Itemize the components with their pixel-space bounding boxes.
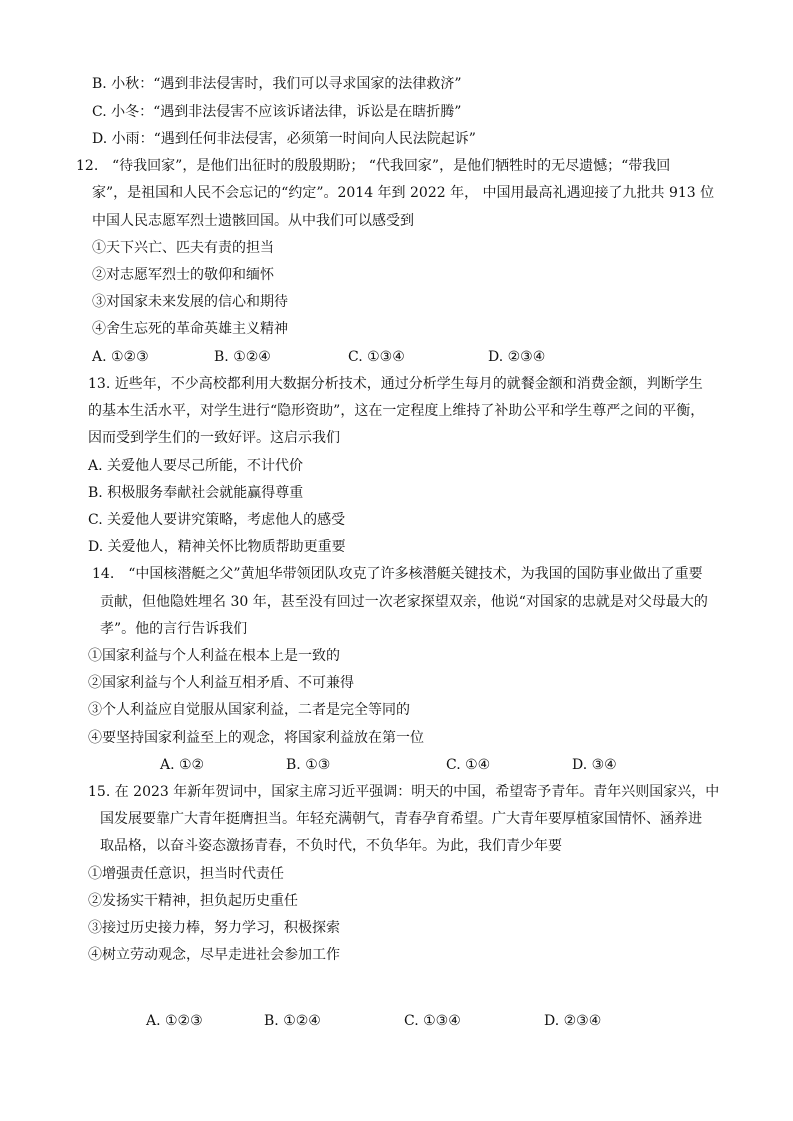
- q15-statement-3: ③接过历史接力棒，努力学习，积极探索: [88, 920, 340, 936]
- q13-stem-line-1: 13. 近些年，不少高校都利用大数据分析技术，通过分析学生每月的就餐金额和消费金额，判断学生: [88, 376, 703, 392]
- q15-choice-d: D. ②③④: [544, 1013, 602, 1029]
- q13-stem-line-2: 的基本生活水平，对学生进行“隐形资助”，这在一定程度上维持了补助公平和学生尊严之间的平衡，: [88, 403, 705, 419]
- q13-stem-line-3: 因而受到学生们的一致好评。这启示我们: [88, 430, 340, 446]
- q14-statement-3: ③个人利益应自觉服从国家利益，二者是完全等同的: [88, 702, 410, 718]
- q12-number: 12.: [76, 158, 99, 174]
- q14-choice-b: B. ①③: [286, 757, 331, 773]
- q15-statement-4: ④树立劳动观念，尽早走进社会参加工作: [88, 947, 340, 963]
- q14-choice-d: D. ③④: [572, 757, 617, 773]
- q11-option-c: C. 小冬：“遇到非法侵害不应该诉诸法律，诉讼是在瞎折腾”: [92, 104, 462, 120]
- q15-stem-line-1: 15. 在 2023 年新年贺词中，国家主席习近平强调：明天的中国，希望寄予青年。青年兴则国家兴，中: [88, 784, 720, 800]
- q14-statement-1: ①国家利益与个人利益在根本上是一致的: [88, 648, 340, 664]
- q15-choice-a: A. ①②③: [146, 1013, 203, 1029]
- q13-option-c: C. 关爱他人要讲究策略，考虑他人的感受: [88, 512, 346, 528]
- q12-stem-line-2: 家”，是祖国和人民不会忘记的“约定”。2014 年到 2022 年， 中国用最高礼遇迎接了九批共 913 位: [92, 185, 715, 201]
- q14-statement-2: ②国家利益与个人利益互相矛盾、不可兼得: [88, 675, 354, 691]
- q14-stem-line-1: 14. “中国核潜艇之父”黄旭华带领团队攻克了许多核潜艇关键技术，为我国的国防事业做出了重要: [92, 566, 703, 582]
- q12-statement-1: ①天下兴亡、匹夫有责的担当: [92, 240, 274, 256]
- q14-choice-c: C. ①④: [446, 757, 491, 773]
- q15-statement-1: ①增强责任意识，担当时代责任: [88, 866, 284, 882]
- q12-statement-2: ②对志愿军烈士的敬仰和缅怀: [92, 267, 274, 283]
- q12-statement-3: ③对国家未来发展的信心和期待: [92, 294, 288, 310]
- q12-stem-line-1: “待我回家”，是他们出征时的殷殷期盼； “代我回家”，是他们牺牲时的无尽遗憾；“带我回: [112, 158, 671, 174]
- q14-stem-line-2: 贡献，但他隐姓埋名 30 年，甚至没有回过一次老家探望双亲，他说“对国家的忠就是对父母最大的: [100, 594, 708, 610]
- q13-option-b: B. 积极服务奉献社会就能赢得尊重: [88, 485, 304, 501]
- q15-choice-c: C. ①③④: [404, 1013, 461, 1029]
- q12-stem-line-3: 中国人民志愿军烈士遗骸回国。从中我们可以感受到: [92, 213, 414, 229]
- q15-statement-2: ②发扬实干精神，担负起历史重任: [88, 893, 298, 909]
- q12-statement-4: ④舍生忘死的革命英雄主义精神: [92, 321, 288, 337]
- q14-choice-a: A. ①②: [160, 757, 205, 773]
- q12-choice-d: D. ②③④: [488, 349, 546, 365]
- q12-choice-c: C. ①③④: [348, 349, 405, 365]
- q11-option-d: D. 小雨：“遇到任何非法侵害，必须第一时间向人民法院起诉”: [92, 131, 476, 147]
- q15-stem-line-3: 取品格，以奋斗姿态激扬青春，不负时代，不负华年。为此，我们青少年要: [100, 838, 562, 854]
- q14-statement-4: ④要坚持国家利益至上的观念，将国家利益放在第一位: [88, 730, 424, 746]
- q14-stem-line-3: 孝”。他的言行告诉我们: [100, 621, 248, 637]
- q11-option-b: B. 小秋：“遇到非法侵害时，我们可以寻求国家的法律救济”: [92, 76, 462, 92]
- q13-option-d: D. 关爱他人，精神关怀比物质帮助更重要: [88, 539, 346, 555]
- q12-choice-b: B. ①②④: [214, 349, 271, 365]
- q13-option-a: A. 关爱他人要尽己所能，不计代价: [88, 458, 304, 474]
- q15-choice-b: B. ①②④: [264, 1013, 321, 1029]
- q15-stem-line-2: 国发展要靠广大青年挺膺担当。年轻充满朝气，青春孕育希望。广大青年要厚植家国情怀、涵养进: [100, 811, 702, 827]
- q12-choice-a: A. ①②③: [92, 349, 149, 365]
